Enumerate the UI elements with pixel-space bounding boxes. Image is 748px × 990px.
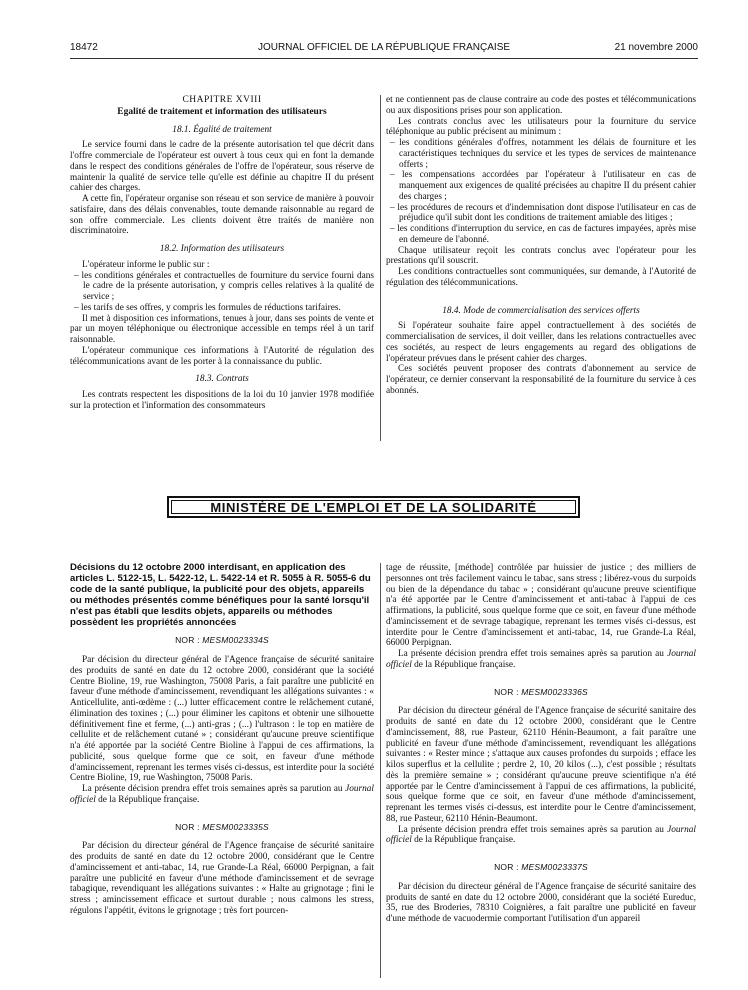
paragraph: La présente décision prendra effet trois semaines après sa parution au Journal officiel de la République française. — [70, 784, 374, 805]
contract-list — [386, 138, 696, 246]
list-item: – les conditions générales et contractuelles de fourniture du service fourni dans le cadre de la présente autorisation, y compris celles relatives à la qualité de service ; — [70, 271, 374, 303]
section-title-18-1: 18.1. Égalité de traitement — [172, 124, 272, 135]
paragraph: La présente décision prendra effet trois semaines après sa parution au Journal officiel de la République française. — [386, 824, 696, 846]
section-title-18-4: 18.4. Mode de commercialisation des services offerts — [442, 305, 640, 316]
chapter-title: Egalité de traitement et information des utilisateurs — [117, 106, 327, 117]
paragraph: Par décision du directeur général de l'Agence française de sécurité sanitaire des produits de santé en date du 12 octobre 2000, considérant que la société Centre Bioline, 19, rue Washington, 75008 Paris, a fait paraître une publicité en faveur d'une méthode d'amincissement, revendiquant les allégations suivantes : « Anticellulite, anti-œdème : (...) lutter efficacement contre le relâchement cutané, élimination des toxines ; (...) pour éliminer les capitons et obtenir une silhouette définitivement fine et ferme, (...) anti-gras ; (...) l'ultrason : le top en matière de cellulite et de relâchement cutané » ; considérant qu'aucune preuve scientifique n'a été apportée par la société Centre Bioline à l'appui de ces affirmations, la publicité, sous quelque forme que ce soit, en faveur d'une méthode d'amincissement, reprenant les termes visés ci-dessus, est interdite pour la société Centre Bioline, 19, rue Washington, 75008 Paris. — [70, 655, 374, 784]
paragraph: Le service fourni dans le cadre de la présente autorisation tel que décrit dans l'offre commerciale de l'opérateur est ouvert à tous ceux qui en font la demande dans le respect des conditions générales de l'offre de l'opérateur, sous réserve de maintenir la qualité de service telle qu'elle est définie au chapitre II du présent cahier des charges. — [70, 140, 374, 194]
list-item: – les conditions d'interruption du service, en cas de factures impayées, après mise en demeure de l'abonné. — [386, 224, 696, 246]
paragraph: et ne contiennent pas de clause contraire au code des postes et télécommunications ou aux dispositions prises pour son application. — [386, 95, 696, 116]
nor-reference: NOR : MESM0023334S — [175, 635, 269, 646]
decisions-column-left — [70, 563, 374, 917]
ministry-name: MINISTÈRE DE L'EMPLOI ET DE LA SOLIDARITÉ — [171, 500, 576, 514]
chapter-column-left — [70, 95, 374, 412]
nor-reference: NOR : MESM0023335S — [175, 821, 269, 832]
list-item: – les procédures de recours et d'indemnisation dont dispose l'utilisateur en cas de préjudice qu'il subit dont les conditions de traitement amiable des litiges ; — [386, 203, 696, 225]
info-list — [70, 271, 374, 314]
nor-reference: NOR : MESM0023336S — [494, 686, 588, 697]
paragraph: L'opérateur informe le public sur : — [82, 259, 210, 270]
paragraph: Si l'opérateur souhaite faire appel contractuellement à des sociétés de commercialisation de services, il doit veiller, dans les relations contractuelles avec ces sociétés, au respect de leurs engagements au regard des obligations de l'opérateur prévues dans le présent cahier des charges. — [386, 321, 696, 364]
chapter-label: CHAPITRE XVIII — [182, 95, 262, 105]
nor-reference: NOR : MESM0023337S — [494, 862, 588, 872]
decisions-title: Décisions du 12 octobre 2000 interdisant, en application des articles L. 5122-15, L. 5422-12, L. 5422-14 et R. 5055 à R. 5055-6 du code de la santé publique, la publicité pour des objets, appareils ou méthodes présentés comme bénéfiques pour la santé lorsqu'il n'est pas établi que lesdits objets, appareils ou méthodes possèdent les propriétés annoncées — [70, 562, 371, 628]
paragraph: Les contrats conclus avec les utilisateurs pour la fourniture du service téléphonique au public précisent au minimum : — [386, 116, 696, 138]
column-divider — [380, 563, 381, 978]
section-title-18-3: 18.3. Contrats — [195, 374, 249, 385]
chapter-column-right — [386, 95, 696, 397]
list-item: – les conditions générales d'offres, notamment les délais de fourniture et les caractéristiques techniques du service et les types de services de maintenance offerts ; — [386, 138, 696, 170]
column-divider — [380, 95, 381, 441]
paragraph: Par décision du directeur général de l'Agence française de sécurité sanitaire des produits de santé en date du 12 octobre 2000, considérant que la société Eureduc, 35, rue des Broderies, 78310 Coignières, a fait paraître une publicité en faveur d'une méthode de vacuodermie comportant l'utilisation d'un appareil — [386, 881, 696, 924]
issue-date: 21 novembre 2000 — [614, 42, 698, 53]
paragraph: tage de réussite, [méthode] contrôlée par huissier de justice ; des milliers de personnes ont très facilement vaincu le tabac, sans stress ; libérez-vous du surpoids ou bien de la dépendance du tabac » ; considérant qu'aucune preuve scientifique n'a été apportée par le Centre d'amincissement et anti-tabac à l'appui de ces affirmations, la publicité, sous quelque forme que ce soit, en faveur d'une méthode d'amincissement et de sevrage tabagique, reprenant les termes visés ci-dessus, est interdite pour le Centre d'amincissement et anti-tabac, 14, rue Grande-La Réal, 66000 Perpignan. — [386, 563, 696, 649]
list-item: – les compensations accordées par l'opérateur à l'utilisateur en cas de manquement aux exigences de qualité précisées au chapitre II du présent cahier des charges ; — [386, 170, 696, 202]
paragraph: Les contrats respectent les dispositions de la loi du 10 janvier 1978 modifiée sur la protection et l'information des consommateurs — [70, 390, 374, 411]
journal-title: JOURNAL OFFICIEL DE LA RÉPUBLIQUE FRANÇAISE — [257, 42, 511, 53]
list-item: – les tarifs de ses offres, y compris les formules de réductions tarifaires. — [70, 303, 374, 314]
page-header — [70, 42, 698, 56]
paragraph: Chaque utilisateur reçoit les contrats conclus avec l'opérateur pour les prestations qu'il souscrit. — [386, 245, 696, 267]
paragraph: Par décision du directeur général de l'Agence française de sécurité sanitaire des produits de santé en date du 12 octobre 2000, considérant que le Centre d'amincissement, 88, rue Pasteur, 62110 Hénin-Beaumont, a fait paraître une publicité en faveur d'une méthode d'amincissement, revendiquant les allégations suivantes : « Rester mince ; s'attaque aux causes profondes du surpoids ; efface les kilos superflus et la cellulite ; perdre 2, 10, 20 kilos (...), c'est possible ; résultats dès la première semaine » ; considérant qu'aucune preuve scientifique n'a été apportée par le Centre d'amincissement à l'appui de ces affirmations, la publicité, sous quelque forme que ce soit, en faveur d'une méthode d'amincissement, reprenant les termes visés ci-dessus, est interdite pour le Centre d'amincissement, 88, rue Pasteur, 62110 Hénin-Beaumont. — [386, 706, 696, 824]
paragraph: La présente décision prendra effet trois semaines après sa parution au Journal officiel de la République française. — [386, 649, 696, 670]
ministry-banner — [167, 496, 580, 518]
header-rule — [70, 58, 698, 59]
paragraph: Il met à disposition ces informations, tenues à jour, dans ses points de vente et par un moyen téléphonique ou électronique accessible en temps réel à un tarif raisonnable. — [70, 313, 374, 345]
paragraph: L'opérateur communique ces informations à l'Autorité de régulation des télécommunications avant de les porter à la connaissance du public. — [70, 345, 374, 367]
paragraph: Par décision du directeur général de l'Agence française de sécurité sanitaire des produits de santé en date du 12 octobre 2000, considérant que le Centre d'amincissement et anti-tabac, 14, rue Grande-La Réal, 66000 Perpignan, a fait paraître une publicité en faveur d'une méthode d'amincissement et de sevrage tabagique, revendiquant les allégations suivantes : « Halte au grignotage ; fini le stress ; amincissement efficace et surtout durable ; nous calmons les stress, régulons l'appétit, évitons le grignotage ; très fort pourcen- — [70, 841, 374, 916]
paragraph: Les conditions contractuelles sont communiquées, sur demande, à l'Autorité de régulation des télécommunications. — [386, 267, 696, 288]
decisions-column-right — [386, 563, 696, 925]
paragraph: A cette fin, l'opérateur organise son réseau et son service de manière à pouvoir satisfaire, dans des délais convenables, toute demande raisonnable au regard de son offre commerciale. Les clients doivent être traités de manière non discriminatoire. — [70, 194, 374, 237]
section-title-18-2: 18.2. Information des utilisateurs — [159, 244, 285, 254]
paragraph: Ces sociétés peuvent proposer des contrats d'abonnement au service de l'opérateur, ce dernier conservant la responsabilité de la fourniture du service à ces abonnés. — [386, 364, 696, 396]
page-number: 18472 — [70, 42, 98, 53]
